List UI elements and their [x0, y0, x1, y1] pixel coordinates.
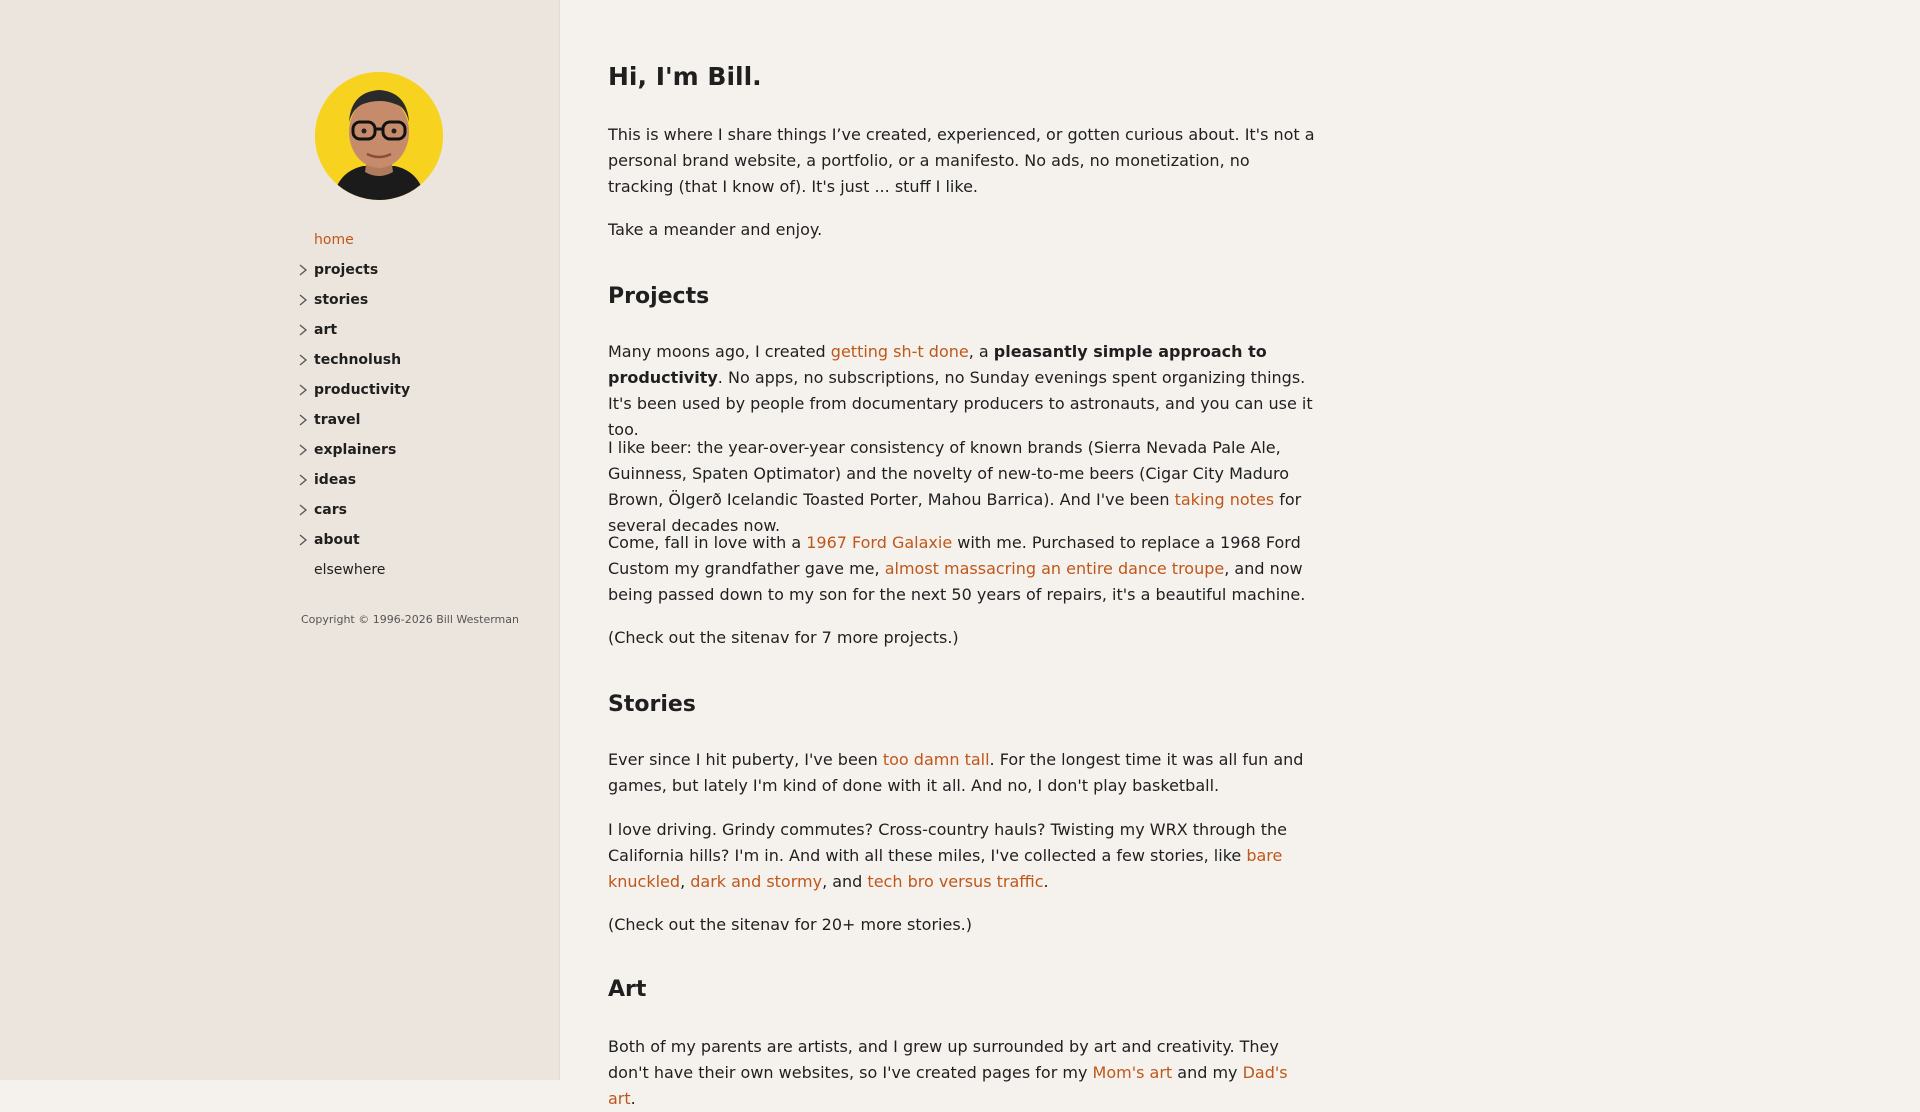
nav-item-label: art — [314, 322, 338, 338]
chevron-right-icon[interactable] — [296, 413, 310, 427]
intro-paragraph: This is where I share things I’ve created, experienced, or gotten curious about. It's not a personal brand website, a portfolio, or a manifesto. No ads, no monetization, no tracking (that I know of). It's just ... stuff I like. — [608, 125, 1315, 196]
nav-item-elsewhere[interactable] — [296, 558, 516, 588]
nav-item-technolush[interactable] — [296, 348, 516, 378]
section-heading-projects: Projects — [608, 284, 710, 309]
art-paragraph-1: Both of my parents are artists, and I grew up surrounded by art and creativity. They don't have their own websites, so I've created pages for my Mom's art and my Dad's art. — [608, 1037, 1288, 1108]
projects-paragraph-2: I like beer: the year-over-year consistency of known brands (Sierra Nevada Pale Ale, Guinness, Spaten Optimator) and the novelty of new-to-me beers (Cigar City Maduro Brown, Ölgerð Icelandic Toasted Porter, Mahou Barrica). And I've been taking notes for several decades now. — [608, 438, 1302, 535]
nav-item-label: explainers — [314, 442, 397, 458]
link-bare-knuckled[interactable]: bare knuckled — [608, 846, 1283, 891]
nav-item-label: productivity — [314, 382, 411, 398]
link-getting-sht-done[interactable]: getting sh-t done — [830, 342, 969, 361]
copyright-notice: Copyright © 1996-2026 Bill Westerman — [301, 613, 519, 626]
stories-paragraph-2: I love driving. Grindy commutes? Cross-country hauls? Twisting my WRX through the California hills? I'm in. And with all these miles, I've collected a few stories, like bare knuckled, dark and stormy, and tech bro versus traffic. — [608, 820, 1287, 891]
page-title: Hi, I'm Bill. — [608, 62, 762, 91]
nav-item-label: projects — [314, 262, 379, 278]
link-dads-art[interactable]: Dad's art — [608, 1063, 1288, 1108]
chevron-right-icon[interactable] — [296, 533, 310, 547]
nav-item-label: travel — [314, 412, 361, 428]
chevron-right-icon[interactable] — [296, 263, 310, 277]
nav-item-label: about — [314, 532, 360, 548]
link-moms-art[interactable]: Mom's art — [1092, 1063, 1173, 1082]
nav-item-stories[interactable] — [296, 288, 516, 318]
chevron-right-icon[interactable] — [296, 353, 310, 367]
emphasis-text: pleasantly simple approach to productivity — [608, 342, 1267, 387]
stories-paragraph-1: Ever since I hit puberty, I've been too damn tall. For the longest time it was all fun and games, but lately I'm kind of done with it all. And no, I don't play basketball. — [608, 750, 1304, 795]
nav-item-home[interactable] — [296, 228, 516, 258]
site-nav — [296, 228, 516, 588]
intro-paragraph-2: Take a meander and enjoy. — [608, 220, 823, 239]
chevron-right-icon[interactable] — [296, 293, 310, 307]
nav-item-cars[interactable] — [296, 498, 516, 528]
section-heading-art: Art — [608, 977, 647, 1002]
chevron-right-icon[interactable] — [296, 503, 310, 517]
chevron-right-icon[interactable] — [296, 323, 310, 337]
nav-item-explainers[interactable] — [296, 438, 516, 468]
nav-item-label: ideas — [314, 472, 357, 488]
nav-item-ideas[interactable] — [296, 468, 516, 498]
chevron-right-icon[interactable] — [296, 473, 310, 487]
nav-item-label: elsewhere — [314, 562, 386, 578]
link-too-damn-tall[interactable]: too damn tall — [882, 750, 990, 769]
avatar-photo — [315, 72, 443, 200]
nav-item-label: home — [314, 232, 354, 248]
projects-paragraph-3: Come, fall in love with a 1967 Ford Galaxie with me. Purchased to replace a 1968 Ford Custom my grandfather gave me, almost massacring an entire dance troupe, and now being passed down to my son for the next 50 years of repairs, it's a beautiful machine. — [608, 533, 1306, 604]
projects-more-note: (Check out the sitenav for 7 more projects.) — [608, 628, 959, 647]
link-dance-troupe[interactable]: almost massacring an entire dance troupe — [884, 559, 1225, 578]
nav-item-travel[interactable] — [296, 408, 516, 438]
nav-item-projects[interactable] — [296, 258, 516, 288]
link-1967-ford-galaxie[interactable]: 1967 Ford Galaxie — [806, 533, 953, 552]
chevron-right-icon[interactable] — [296, 383, 310, 397]
section-heading-stories: Stories — [608, 692, 696, 717]
sidebar — [0, 0, 560, 1080]
link-tech-bro-versus-traffic[interactable]: tech bro versus traffic — [867, 872, 1044, 891]
nav-item-about[interactable] — [296, 528, 516, 558]
link-dark-and-stormy[interactable]: dark and stormy — [690, 872, 823, 891]
nav-item-label: cars — [314, 502, 347, 518]
projects-paragraph-1: Many moons ago, I created getting sh-t done, a pleasantly simple approach to productivity. No apps, no subscriptions, no Sunday evenings spent organizing things. It's been used by people from documentary producers to astronauts, and you can use it too. — [608, 342, 1313, 439]
stories-more-note: (Check out the sitenav for 20+ more stories.) — [608, 915, 972, 934]
nav-item-label: technolush — [314, 352, 402, 368]
link-taking-notes[interactable]: taking notes — [1174, 490, 1275, 509]
avatar[interactable] — [315, 72, 443, 200]
nav-item-productivity[interactable] — [296, 378, 516, 408]
nav-item-art[interactable] — [296, 318, 516, 348]
chevron-right-icon[interactable] — [296, 443, 310, 457]
nav-item-label: stories — [314, 292, 369, 308]
